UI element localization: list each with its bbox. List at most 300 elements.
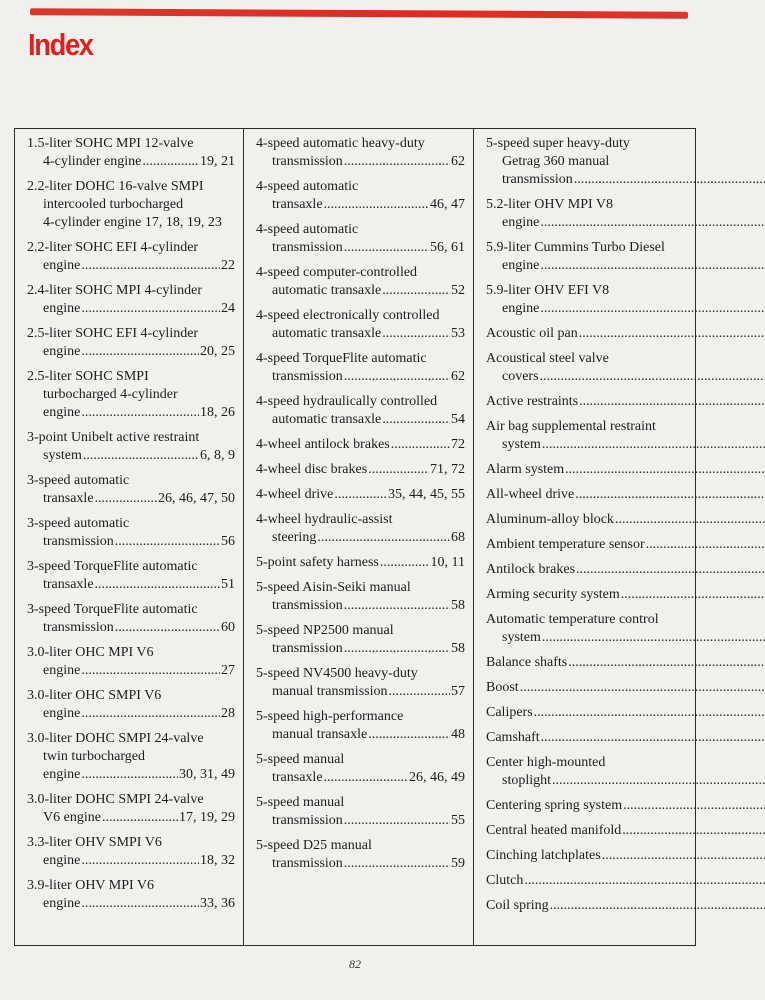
index-entry-text: system bbox=[43, 448, 82, 463]
index-entry bbox=[486, 393, 765, 411]
leader-dots bbox=[550, 897, 765, 915]
index-entry-pages: 62 bbox=[451, 154, 465, 169]
index-entry-text: intercooled turbocharged bbox=[43, 197, 184, 212]
index-entry-line bbox=[27, 447, 235, 465]
index-entry-pages: 17, 19, 29 bbox=[179, 810, 235, 825]
index-entry bbox=[27, 834, 235, 870]
index-entry-pages: 35, 44, 45, 55 bbox=[388, 487, 465, 502]
index-entry-line bbox=[486, 679, 765, 697]
leader-dots bbox=[602, 847, 765, 865]
header-rule bbox=[30, 8, 688, 18]
index-entry bbox=[486, 797, 765, 815]
leader-dots bbox=[81, 404, 199, 422]
leader-dots bbox=[576, 561, 765, 579]
index-entry bbox=[27, 730, 235, 784]
index-entry-pages: 62 bbox=[451, 369, 465, 384]
leader-dots bbox=[579, 393, 765, 411]
leader-dots bbox=[623, 797, 765, 815]
index-entry bbox=[27, 601, 235, 637]
index-entry-text: Balance shafts bbox=[486, 655, 568, 670]
index-entry-pages: 30, 31, 49 bbox=[179, 767, 235, 782]
index-entry-line bbox=[256, 282, 465, 300]
leader-dots bbox=[646, 536, 765, 554]
leader-dots bbox=[568, 654, 765, 672]
index-entry-text: 4-speed hydraulically controlled bbox=[256, 394, 438, 409]
leader-dots bbox=[344, 368, 450, 386]
index-entry-line bbox=[27, 257, 235, 275]
index-entry-line bbox=[486, 654, 765, 672]
index-entry-text: engine bbox=[43, 767, 81, 782]
leader-dots bbox=[368, 461, 429, 479]
index-entry-text: 4-speed automatic bbox=[256, 222, 359, 237]
index-entry bbox=[256, 837, 465, 873]
index-entry-text: 2.2-liter SOHC EFI 4-cylinder bbox=[27, 240, 199, 255]
index-entry-text: 4-wheel drive bbox=[256, 487, 334, 502]
leader-dots bbox=[565, 461, 765, 479]
index-entry-text: covers bbox=[502, 369, 539, 384]
index-entry-text: Ambient temperature sensor bbox=[486, 537, 645, 552]
index-entry-line bbox=[256, 554, 465, 572]
index-entry-text: 4-cylinder engine 17, 18, 19, 23 bbox=[43, 215, 222, 230]
index-entry-line bbox=[486, 797, 765, 815]
leader-dots bbox=[344, 855, 450, 873]
index-entry-text: Active restraints bbox=[486, 394, 579, 409]
index-column-2 bbox=[244, 129, 474, 945]
leader-dots bbox=[389, 683, 451, 701]
index-entry-pages: 33, 36 bbox=[200, 896, 235, 911]
leader-dots bbox=[575, 486, 765, 504]
index-entry-pages: 71, 72 bbox=[430, 462, 465, 477]
index-entry-text: 3.0-liter OHC MPI V6 bbox=[27, 645, 154, 660]
index-entry-text: engine bbox=[502, 215, 540, 230]
index-entry-pages: 56 bbox=[221, 534, 235, 549]
index-entry-line bbox=[256, 683, 465, 701]
index-entry bbox=[27, 368, 235, 422]
index-entry-text: 2.5-liter SOHC EFI 4-cylinder bbox=[27, 326, 199, 341]
index-entry-text: 3.0-liter OHC SMPI V6 bbox=[27, 688, 162, 703]
index-entry-line bbox=[486, 214, 765, 232]
index-entry-text: system bbox=[502, 437, 541, 452]
index-entry-pages: 48 bbox=[451, 727, 465, 742]
index-column-3 bbox=[474, 129, 765, 945]
index-entry-text: V6 engine bbox=[43, 810, 101, 825]
index-entry-line bbox=[256, 529, 465, 547]
index-entry bbox=[486, 897, 765, 915]
index-entry-text: 5.9-liter OHV EFI V8 bbox=[486, 283, 610, 298]
leader-dots bbox=[382, 411, 450, 429]
index-entry bbox=[486, 822, 765, 840]
index-entry-line bbox=[256, 436, 465, 454]
leader-dots bbox=[368, 726, 450, 744]
index-entry-text: transmission bbox=[272, 813, 343, 828]
index-entry-pages: 58 bbox=[451, 598, 465, 613]
leader-dots bbox=[344, 597, 450, 615]
index-entry-pages: 27 bbox=[221, 663, 235, 678]
index-entry-text: 3.0-liter DOHC SMPI 24-valve bbox=[27, 731, 204, 746]
index-entry bbox=[256, 622, 465, 658]
index-entry-text: Arming security system bbox=[486, 587, 620, 602]
index-entry-text: Centering spring system bbox=[486, 798, 623, 813]
index-entry-pages: 19, 21 bbox=[200, 154, 235, 169]
index-entry-text: engine bbox=[502, 258, 540, 273]
index-entry-text: transmission bbox=[272, 641, 343, 656]
index-entry-text: engine bbox=[502, 301, 540, 316]
leader-dots bbox=[542, 436, 765, 454]
index-entry-line bbox=[256, 640, 465, 658]
index-entry-text: 5-speed manual bbox=[256, 752, 345, 767]
index-entry-line bbox=[486, 729, 765, 747]
index-entry-pages: 54 bbox=[451, 412, 465, 427]
index-entry-text: Camshaft bbox=[486, 730, 540, 745]
index-entry-pages: 68 bbox=[451, 530, 465, 545]
index-entry-text: transaxle bbox=[43, 491, 94, 506]
index-entry-pages: 28 bbox=[221, 706, 235, 721]
index-entry-pages: 26, 46, 49 bbox=[409, 770, 465, 785]
leader-dots bbox=[344, 239, 429, 257]
index-entry-text: 5.2-liter OHV MPI V8 bbox=[486, 197, 614, 212]
index-entry-line bbox=[486, 257, 765, 275]
index-entry-pages: 10, 11 bbox=[430, 555, 465, 570]
index-entry-line bbox=[486, 461, 765, 479]
leader-dots bbox=[81, 852, 199, 870]
index-entry-text: automatic transaxle bbox=[272, 283, 382, 298]
leader-dots bbox=[81, 766, 178, 784]
index-box bbox=[14, 128, 696, 946]
index-entry-line bbox=[486, 368, 765, 386]
index-entry-text: manual transmission bbox=[272, 684, 388, 699]
index-entry-text: 4-speed automatic bbox=[256, 179, 359, 194]
index-entry-text: 5-speed NV4500 heavy-duty bbox=[256, 666, 418, 681]
index-entry-text: transmission bbox=[272, 154, 343, 169]
index-entry-text: system bbox=[502, 630, 541, 645]
index-entry-line bbox=[256, 812, 465, 830]
index-entry-text: engine bbox=[43, 853, 81, 868]
leader-dots bbox=[334, 486, 387, 504]
index-entry-line bbox=[256, 239, 465, 257]
index-entry bbox=[486, 561, 765, 579]
index-entry bbox=[486, 486, 765, 504]
index-entry bbox=[486, 135, 765, 189]
index-entry bbox=[256, 436, 465, 454]
leader-dots bbox=[81, 662, 220, 680]
leader-dots bbox=[574, 171, 765, 189]
index-entry-pages: 20, 25 bbox=[200, 344, 235, 359]
index-entry bbox=[486, 679, 765, 697]
index-entry-text: engine bbox=[43, 258, 81, 273]
index-entry-line bbox=[27, 619, 235, 637]
index-entry bbox=[256, 178, 465, 214]
index-entry-text: engine bbox=[43, 405, 81, 420]
index-entry bbox=[27, 178, 235, 232]
index-entry bbox=[486, 239, 765, 275]
index-entry bbox=[256, 554, 465, 572]
index-entry-line bbox=[486, 536, 765, 554]
index-entry bbox=[27, 472, 235, 508]
index-entry-text: 4-wheel disc brakes bbox=[256, 462, 368, 477]
index-entry-line bbox=[486, 847, 765, 865]
leader-dots bbox=[115, 533, 220, 551]
index-entry-text: Cinching latchplates bbox=[486, 848, 601, 863]
index-entry-text: turbocharged 4-cylinder bbox=[43, 387, 178, 402]
leader-dots bbox=[540, 368, 765, 386]
index-entry-text: 4-wheel antilock brakes bbox=[256, 437, 390, 452]
index-entry-pages: 60 bbox=[221, 620, 235, 635]
leader-dots bbox=[81, 705, 220, 723]
index-entry bbox=[27, 135, 235, 171]
leader-dots bbox=[142, 153, 199, 171]
index-entry bbox=[27, 687, 235, 723]
index-entry bbox=[486, 847, 765, 865]
index-entry-text: transmission bbox=[272, 598, 343, 613]
index-entry bbox=[256, 307, 465, 343]
index-entry-line bbox=[256, 196, 465, 214]
index-entry-text: twin turbocharged bbox=[43, 749, 145, 764]
index-entry bbox=[256, 264, 465, 300]
index-entry-line bbox=[486, 325, 765, 343]
index-entry-text: transmission bbox=[272, 369, 343, 384]
index-entry-pages: 22 bbox=[221, 258, 235, 273]
leader-dots bbox=[317, 529, 450, 547]
index-entry-text: 5-speed D25 manual bbox=[256, 838, 372, 853]
index-entry-text: Coil spring bbox=[486, 898, 549, 913]
index-entry-text: 3-speed TorqueFlite automatic bbox=[27, 559, 198, 574]
index-entry bbox=[486, 461, 765, 479]
index-entry bbox=[256, 393, 465, 429]
index-entry-text: engine bbox=[43, 896, 81, 911]
index-entry-text: 5-speed manual bbox=[256, 795, 345, 810]
index-entry bbox=[27, 239, 235, 275]
index-entry-text: Getrag 360 manual bbox=[502, 154, 610, 169]
index-entry-line bbox=[27, 490, 235, 508]
leader-dots bbox=[621, 586, 765, 604]
index-entry-line bbox=[256, 769, 465, 787]
index-entry bbox=[256, 708, 465, 744]
leader-dots bbox=[542, 629, 765, 647]
index-entry bbox=[256, 665, 465, 701]
leader-dots bbox=[324, 769, 408, 787]
index-entry bbox=[27, 282, 235, 318]
index-entry-line bbox=[27, 766, 235, 784]
index-entry-text: transaxle bbox=[272, 197, 323, 212]
index-entry-text: transmission bbox=[43, 620, 114, 635]
index-entry-text: 3-speed automatic bbox=[27, 516, 130, 531]
index-entry bbox=[486, 872, 765, 890]
index-entry-text: Calipers bbox=[486, 705, 533, 720]
index-entry-line bbox=[27, 404, 235, 422]
leader-dots bbox=[81, 895, 199, 913]
index-entry-text: transmission bbox=[272, 240, 343, 255]
index-entry bbox=[486, 511, 765, 529]
index-entry-text: 4-wheel hydraulic-assist bbox=[256, 512, 393, 527]
index-entry-text: 1.5-liter SOHC MPI 12-valve bbox=[27, 136, 194, 151]
index-entry bbox=[486, 196, 765, 232]
leader-dots bbox=[579, 325, 765, 343]
index-entry-text: transaxle bbox=[43, 577, 94, 592]
index-entry-pages: 6, 8, 9 bbox=[200, 448, 235, 463]
leader-dots bbox=[382, 282, 450, 300]
index-entry bbox=[486, 325, 765, 343]
page-number: 82 bbox=[349, 957, 361, 971]
index-entry-text: engine bbox=[43, 663, 81, 678]
leader-dots bbox=[541, 729, 765, 747]
index-entry bbox=[27, 791, 235, 827]
index-entry-text: 2.2-liter DOHC 16-valve SMPI bbox=[27, 179, 204, 194]
index-entry-text: engine bbox=[43, 706, 81, 721]
index-entry bbox=[486, 654, 765, 672]
index-entry bbox=[256, 751, 465, 787]
index-entry-line bbox=[27, 153, 235, 171]
index-entry-text: Air bag supplemental restraint bbox=[486, 419, 656, 434]
index-entry-text: Antilock brakes bbox=[486, 562, 576, 577]
leader-dots bbox=[540, 214, 765, 232]
leader-dots bbox=[83, 447, 199, 465]
leader-dots bbox=[520, 679, 765, 697]
index-entry-pages: 18, 32 bbox=[200, 853, 235, 868]
index-entry bbox=[486, 350, 765, 386]
index-entry-text: transmission bbox=[272, 856, 343, 871]
leader-dots bbox=[534, 704, 765, 722]
index-entry-text: 3-point Unibelt active restraint bbox=[27, 430, 200, 445]
index-entry-text: transmission bbox=[502, 172, 573, 187]
leader-dots bbox=[540, 257, 765, 275]
index-entry-line bbox=[256, 368, 465, 386]
index-entry-text: automatic transaxle bbox=[272, 412, 382, 427]
index-entry bbox=[486, 282, 765, 318]
leader-dots bbox=[540, 300, 765, 318]
index-entry bbox=[486, 704, 765, 722]
index-entry bbox=[486, 611, 765, 647]
index-entry bbox=[256, 794, 465, 830]
leader-dots bbox=[95, 576, 220, 594]
index-entry-pages: 55 bbox=[451, 813, 465, 828]
index-entry-text: Center high-mounted bbox=[486, 755, 606, 770]
index-entry-line bbox=[486, 300, 765, 318]
index-entry-text: automatic transaxle bbox=[272, 326, 382, 341]
leader-dots bbox=[81, 343, 199, 361]
index-entry-text: 5-speed NP2500 manual bbox=[256, 623, 394, 638]
index-entry-text: 5.9-liter Cummins Turbo Diesel bbox=[486, 240, 665, 255]
index-entry bbox=[256, 350, 465, 386]
index-entry-pages: 51 bbox=[221, 577, 235, 592]
index-entry-text: 3-speed TorqueFlite automatic bbox=[27, 602, 198, 617]
index-entry-line bbox=[27, 300, 235, 318]
index-entry-text: steering bbox=[272, 530, 317, 545]
leader-dots bbox=[524, 872, 765, 890]
index-entry-pages: 46, 47 bbox=[430, 197, 465, 212]
index-entry-text: engine bbox=[43, 344, 81, 359]
index-entry-text: Acoustical steel valve bbox=[486, 351, 609, 366]
leader-dots bbox=[622, 822, 765, 840]
index-entry-text: Boost bbox=[486, 680, 519, 695]
index-entry bbox=[27, 515, 235, 551]
leader-dots bbox=[380, 554, 430, 572]
index-entry-pages: 26, 46, 47, 50 bbox=[158, 491, 235, 506]
index-entry-line bbox=[27, 895, 235, 913]
index-entry-line bbox=[486, 872, 765, 890]
index-entry-text: 3-speed automatic bbox=[27, 473, 130, 488]
index-entry-line bbox=[27, 705, 235, 723]
index-entry-text: Clutch bbox=[486, 873, 524, 888]
index-entry bbox=[486, 586, 765, 604]
index-entry-line bbox=[486, 393, 765, 411]
index-entry bbox=[256, 511, 465, 547]
leader-dots bbox=[102, 809, 178, 827]
index-entry-pages: 57 bbox=[451, 684, 465, 699]
index-entry bbox=[486, 729, 765, 747]
index-entry-line bbox=[256, 855, 465, 873]
index-entry-line bbox=[27, 576, 235, 594]
index-entry-line bbox=[486, 171, 765, 189]
leader-dots bbox=[552, 772, 765, 790]
index-column-1 bbox=[15, 129, 244, 945]
index-entry bbox=[27, 644, 235, 680]
index-entry-text: 4-speed automatic heavy-duty bbox=[256, 136, 425, 151]
index-entry-text: 4-speed TorqueFlite automatic bbox=[256, 351, 427, 366]
index-entry-text: engine bbox=[43, 301, 81, 316]
index-entry bbox=[486, 754, 765, 790]
index-entry-line bbox=[486, 561, 765, 579]
index-entry bbox=[27, 429, 235, 465]
index-entry-text: 4-speed computer-controlled bbox=[256, 265, 418, 280]
leader-dots bbox=[81, 300, 220, 318]
index-entry-text: Alarm system bbox=[486, 462, 565, 477]
leader-dots bbox=[344, 812, 450, 830]
index-entry-pages: 72 bbox=[451, 437, 465, 452]
leader-dots bbox=[344, 153, 450, 171]
leader-dots bbox=[95, 490, 157, 508]
index-entry-pages: 18, 26 bbox=[200, 405, 235, 420]
index-entry-line bbox=[256, 153, 465, 171]
index-entry bbox=[486, 418, 765, 454]
index-entry-text: 5-speed high-performance bbox=[256, 709, 404, 724]
index-entry-line bbox=[486, 822, 765, 840]
index-entry-line bbox=[256, 726, 465, 744]
index-entry bbox=[27, 325, 235, 361]
index-entry-line bbox=[27, 343, 235, 361]
index-entry-text: Aluminum-alloy block bbox=[486, 512, 614, 527]
index-entry-line bbox=[256, 486, 465, 504]
index-entry-text: transmission bbox=[43, 534, 114, 549]
index-entry-pages: 52 bbox=[451, 283, 465, 298]
index-entry-text: 5-speed Aisin-Seiki manual bbox=[256, 580, 411, 595]
leader-dots bbox=[81, 257, 220, 275]
index-entry-pages: 24 bbox=[221, 301, 235, 316]
index-entry-line bbox=[256, 325, 465, 343]
index-entry-text: 2.4-liter SOHC MPI 4-cylinder bbox=[27, 283, 202, 298]
index-entry-pages: 56, 61 bbox=[430, 240, 465, 255]
index-entry bbox=[256, 221, 465, 257]
index-entry-line bbox=[486, 629, 765, 647]
index-entry-pages: 58 bbox=[451, 641, 465, 656]
index-entry-text: 3.0-liter DOHC SMPI 24-valve bbox=[27, 792, 204, 807]
index-entry bbox=[256, 461, 465, 479]
index-entry-line bbox=[27, 533, 235, 551]
index-entry-text: transaxle bbox=[272, 770, 323, 785]
index-entry-text: 5-speed super heavy-duty bbox=[486, 136, 630, 151]
index-entry-text: 4-cylinder engine bbox=[43, 154, 142, 169]
index-entry-line bbox=[486, 436, 765, 454]
leader-dots bbox=[115, 619, 220, 637]
index-entry bbox=[256, 486, 465, 504]
index-entry-line bbox=[486, 486, 765, 504]
leader-dots bbox=[391, 436, 450, 454]
index-entry-line bbox=[486, 586, 765, 604]
index-entry-line bbox=[486, 772, 765, 790]
page-title: Index bbox=[28, 27, 93, 62]
index-entry-text: 4-speed electronically controlled bbox=[256, 308, 440, 323]
index-entry bbox=[256, 135, 465, 171]
index-entry-line bbox=[256, 461, 465, 479]
